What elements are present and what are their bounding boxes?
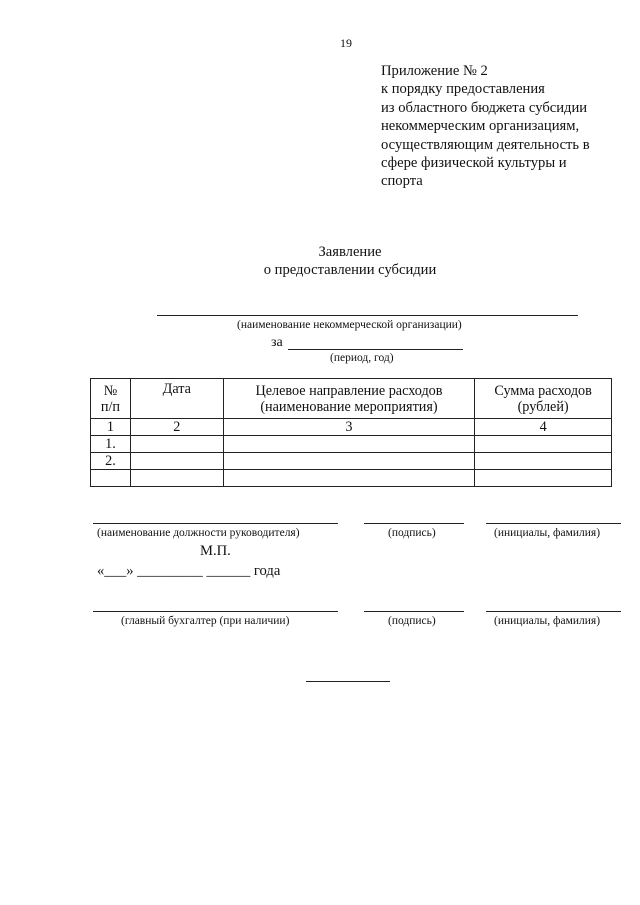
- appendix-line: Приложение № 2: [381, 63, 488, 79]
- date-year-blank[interactable]: ______: [206, 563, 251, 579]
- accountant-position-line[interactable]: [93, 611, 338, 612]
- table-cell: 1.: [91, 436, 131, 453]
- table-row: [91, 470, 612, 487]
- expenses-table: [90, 378, 612, 487]
- table-cell: 2.: [91, 453, 131, 470]
- date-month-blank[interactable]: _________: [137, 563, 203, 579]
- table-cell[interactable]: [475, 436, 612, 453]
- table-row: [91, 419, 612, 436]
- table-cell: 3: [223, 419, 475, 436]
- table-cell[interactable]: [130, 436, 223, 453]
- date-day-blank[interactable]: ___: [104, 563, 127, 579]
- accountant-signature-line[interactable]: [364, 611, 464, 612]
- header-number: № п/п: [91, 379, 131, 419]
- appendix-line: спорта: [381, 173, 423, 190]
- appendix-line: из областного бюджета субсидии: [381, 99, 588, 116]
- table-cell: 4: [475, 419, 612, 436]
- table-cell: 1: [91, 419, 131, 436]
- table-cell[interactable]: [475, 470, 612, 487]
- head-signature-caption: (подпись): [388, 527, 436, 539]
- table-cell[interactable]: [91, 470, 131, 487]
- stamp-place: М.П.: [200, 543, 231, 559]
- date-suffix: года: [253, 563, 281, 579]
- header-purpose: Целевое направление расходов (наименование мероприятия): [223, 379, 475, 419]
- table-row: [91, 453, 612, 470]
- table-cell: 2: [130, 419, 223, 436]
- table-cell[interactable]: [475, 453, 612, 470]
- title-line-1: Заявление: [318, 244, 382, 260]
- period-prefix: за: [271, 335, 283, 350]
- table-header-row: [91, 379, 612, 419]
- document-title: [0, 243, 640, 279]
- head-position-line[interactable]: [93, 523, 338, 524]
- accountant-signature-caption: (подпись): [388, 615, 436, 627]
- date-open-quote: «: [97, 563, 105, 579]
- title-line-2: о предоставлении субсидии: [263, 262, 437, 278]
- table-cell[interactable]: [130, 470, 223, 487]
- table-cell[interactable]: [223, 436, 475, 453]
- accountant-position-caption: (главный бухгалтер (при наличии): [121, 615, 290, 627]
- header-amount: Сумма расходов (рублей): [475, 379, 612, 419]
- accountant-name-line[interactable]: [486, 611, 621, 612]
- date-close-quote: »: [126, 563, 134, 579]
- period-caption: (период, год): [330, 352, 394, 364]
- table-cell[interactable]: [130, 453, 223, 470]
- head-name-line[interactable]: [486, 523, 621, 524]
- accountant-name-caption: (инициалы, фамилия): [494, 615, 601, 627]
- head-position-caption: (наименование должности руководителя): [97, 527, 300, 539]
- head-name-caption: (инициалы, фамилия): [494, 527, 601, 539]
- table-cell[interactable]: [223, 470, 475, 487]
- appendix-line: осуществляющим деятельность в: [381, 136, 590, 153]
- org-name-line[interactable]: [157, 315, 578, 316]
- closing-separator: [306, 681, 390, 682]
- page-number: 19: [340, 36, 352, 50]
- org-name-caption: (наименование некоммерческой организации): [237, 319, 462, 331]
- head-signature-line[interactable]: [364, 523, 464, 524]
- appendix-line: сфере физической культуры и: [381, 155, 567, 172]
- table-cell[interactable]: [223, 453, 475, 470]
- header-date: Дата: [130, 379, 223, 419]
- period-line[interactable]: [288, 349, 463, 350]
- date-line: [97, 563, 280, 580]
- appendix-line: к порядку предоставления: [381, 81, 545, 98]
- appendix-header: [381, 62, 631, 191]
- appendix-line: некоммерческим организациям,: [381, 118, 580, 135]
- table-row: [91, 436, 612, 453]
